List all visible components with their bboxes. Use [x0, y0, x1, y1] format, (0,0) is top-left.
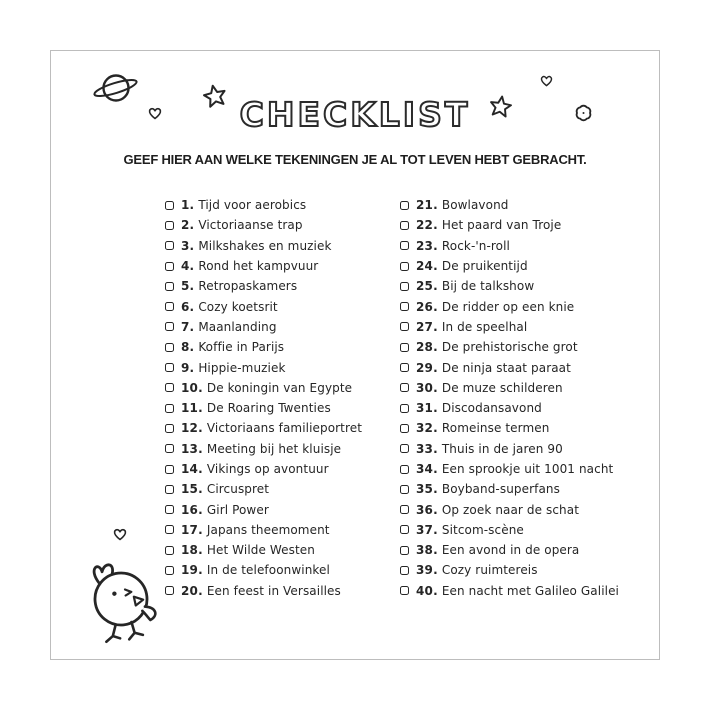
- checkbox[interactable]: [400, 485, 409, 494]
- checklist-item: [165, 215, 362, 235]
- item-label: Koffie in Parijs: [198, 340, 285, 355]
- checkbox[interactable]: [400, 424, 409, 433]
- checklist-page: [50, 50, 660, 660]
- item-number: 27.: [416, 319, 438, 334]
- checklist-item: [400, 337, 619, 357]
- item-label: Girl Power: [206, 502, 269, 517]
- item-number: 39.: [416, 563, 438, 578]
- item-number: 12.: [181, 421, 203, 436]
- checklist-item: [400, 479, 619, 499]
- checklist-item: [165, 276, 362, 296]
- checklist-item: [165, 540, 362, 560]
- item-label: Romeinse termen: [441, 421, 550, 436]
- item-label: Een sprookje uit 1001 nacht: [441, 462, 614, 476]
- checklist-item: [165, 560, 362, 580]
- item-label: De ninja staat paraat: [441, 360, 571, 375]
- checkbox[interactable]: [400, 444, 409, 453]
- item-label: In de telefoonwinkel: [206, 563, 330, 578]
- item-label: De ridder op een knie: [441, 299, 575, 314]
- item-label: Discodansavond: [441, 401, 542, 416]
- heart-icon: [113, 528, 127, 541]
- item-number: 24.: [416, 259, 438, 274]
- item-number: 35.: [416, 482, 438, 497]
- item-label: Rock-'n-roll: [441, 238, 510, 253]
- star-icon: [486, 93, 514, 121]
- checkbox[interactable]: [165, 363, 174, 372]
- checklist-item: [400, 560, 619, 580]
- item-number: 20.: [181, 583, 203, 598]
- item-label: Milkshakes en muziek: [198, 238, 332, 253]
- item-number: 38.: [416, 543, 438, 558]
- item-label: De muze schilderen: [441, 380, 563, 395]
- page-subtitle: GEEF HIER AAN WELKE TEKENINGEN JE AL TOT LEVEN HEBT GEBRACHT.: [123, 152, 587, 167]
- item-label: Hippie-muziek: [198, 360, 286, 375]
- bird-icon: [72, 549, 169, 650]
- checkbox[interactable]: [400, 363, 409, 372]
- checkbox[interactable]: [400, 546, 409, 555]
- item-number: 21.: [416, 198, 438, 213]
- item-number: 37.: [416, 522, 438, 537]
- checkbox[interactable]: [165, 241, 174, 250]
- item-number: 31.: [416, 401, 438, 416]
- item-label: Een avond in de opera: [441, 543, 580, 558]
- item-label: De pruikentijd: [441, 259, 528, 274]
- checkbox[interactable]: [165, 262, 174, 271]
- item-label: Op zoek naar de schat: [441, 502, 580, 517]
- item-number: 40.: [416, 583, 438, 598]
- item-label: Een feest in Versailles: [206, 583, 341, 598]
- checklist-item: [165, 195, 362, 215]
- checkbox[interactable]: [165, 302, 174, 311]
- item-label: Boyband-superfans: [441, 482, 560, 497]
- checklist-item: [400, 398, 619, 418]
- item-number: 6.: [181, 299, 195, 314]
- item-label: De prehistorische grot: [441, 340, 578, 355]
- checklist-item: [400, 418, 619, 438]
- checklist-item: [400, 540, 619, 560]
- checklist-item: [400, 256, 619, 276]
- checkbox[interactable]: [165, 444, 174, 453]
- item-number: 32.: [416, 421, 438, 436]
- checkbox[interactable]: [400, 343, 409, 352]
- item-label: Bowlavond: [441, 198, 509, 213]
- checklist-item: [165, 357, 362, 377]
- item-number: 10.: [181, 380, 203, 395]
- heart-icon: [540, 75, 553, 87]
- checklist-item: [400, 357, 619, 377]
- checklist-item: [165, 296, 362, 316]
- item-number: 19.: [181, 563, 203, 578]
- item-number: 4.: [181, 259, 195, 274]
- checklist-item: [400, 378, 619, 398]
- checkbox[interactable]: [165, 465, 174, 474]
- checklist-item: [400, 520, 619, 540]
- checklist-column-right: [400, 195, 619, 601]
- checklist-item: [400, 296, 619, 316]
- checklist-item: [400, 499, 619, 519]
- item-label: Retropaskamers: [198, 279, 298, 294]
- checkbox[interactable]: [165, 525, 174, 534]
- checkbox[interactable]: [165, 424, 174, 433]
- item-number: 15.: [181, 482, 203, 497]
- item-number: 36.: [416, 502, 438, 517]
- item-label: Meeting bij het kluisje: [206, 441, 342, 456]
- item-label: Tijd voor aerobics: [198, 198, 307, 213]
- checkbox[interactable]: [400, 241, 409, 250]
- item-label: Cozy ruimtereis: [441, 563, 538, 578]
- checklist-item: [400, 317, 619, 337]
- checklist-item: [165, 337, 362, 357]
- checkbox[interactable]: [165, 282, 174, 291]
- item-label: In de speelhal: [441, 319, 528, 334]
- checklist-item: [165, 236, 362, 256]
- item-label: Circuspret: [206, 482, 270, 497]
- item-number: 13.: [181, 441, 203, 456]
- item-number: 17.: [181, 522, 203, 537]
- item-number: 22.: [416, 218, 438, 233]
- item-label: Thuis in de jaren 90: [441, 441, 563, 456]
- checklist-item: [165, 398, 362, 418]
- item-label: Een nacht met Galileo Galilei: [441, 583, 619, 598]
- checkbox[interactable]: [400, 201, 409, 210]
- item-number: 23.: [416, 238, 438, 253]
- item-label: Japans theemoment: [206, 522, 330, 537]
- checkbox[interactable]: [400, 221, 409, 230]
- checklist-item: [165, 479, 362, 499]
- checklist-item: [400, 215, 619, 235]
- checklist-item: [165, 520, 362, 540]
- checklist-item: [165, 256, 362, 276]
- item-number: 5.: [181, 279, 195, 294]
- checkbox[interactable]: [165, 505, 174, 514]
- checklist-item: [400, 439, 619, 459]
- item-number: 28.: [416, 340, 438, 355]
- item-number: 1.: [181, 198, 195, 213]
- item-label: Maanlanding: [198, 319, 277, 334]
- item-number: 7.: [181, 319, 195, 334]
- checklist-item: [165, 439, 362, 459]
- checkbox[interactable]: [165, 221, 174, 230]
- item-label: Victoriaanse trap: [198, 218, 303, 233]
- checkbox[interactable]: [400, 383, 409, 392]
- item-number: 18.: [181, 543, 203, 558]
- checkbox[interactable]: [165, 383, 174, 392]
- item-label: Het Wilde Westen: [206, 543, 315, 558]
- item-number: 9.: [181, 360, 195, 375]
- checklist-item: [165, 418, 362, 438]
- checklist-item: [165, 317, 362, 337]
- item-number: 25.: [416, 279, 438, 294]
- checkbox[interactable]: [165, 586, 174, 595]
- checkbox[interactable]: [400, 302, 409, 311]
- checklist-item: [165, 581, 362, 601]
- checkbox[interactable]: [400, 566, 409, 575]
- checkbox[interactable]: [400, 322, 409, 331]
- checklist-item: [165, 459, 362, 479]
- item-label: Rond het kampvuur: [198, 259, 319, 274]
- checklist-item: [400, 276, 619, 296]
- checklist-item: [400, 236, 619, 256]
- checklist-item: [400, 459, 619, 479]
- item-label: Sitcom-scène: [441, 522, 524, 537]
- checkbox[interactable]: [165, 566, 174, 575]
- checklist-item: [400, 581, 619, 601]
- item-label: Het paard van Troje: [441, 218, 562, 233]
- checkbox[interactable]: [165, 343, 174, 352]
- checkbox[interactable]: [165, 322, 174, 331]
- item-number: 14.: [181, 462, 203, 476]
- checkbox[interactable]: [400, 586, 409, 595]
- item-number: 11.: [181, 401, 203, 416]
- checklist-column-left: [165, 195, 362, 601]
- checklist-item: [400, 195, 619, 215]
- checkbox[interactable]: [400, 505, 409, 514]
- flower-icon: [573, 103, 594, 123]
- item-number: 30.: [416, 380, 438, 395]
- item-label: De Roaring Twenties: [206, 401, 331, 416]
- item-label: Cozy koetsrit: [198, 299, 278, 314]
- item-label: Bij de talkshow: [441, 279, 535, 294]
- checkbox[interactable]: [400, 262, 409, 271]
- item-number: 33.: [416, 441, 438, 456]
- checkbox[interactable]: [400, 465, 409, 474]
- checkbox[interactable]: [165, 485, 174, 494]
- checklist-item: [165, 499, 362, 519]
- item-number: 3.: [181, 238, 195, 253]
- item-number: 16.: [181, 502, 203, 517]
- item-number: 26.: [416, 299, 438, 314]
- item-label: Vikings op avontuur: [206, 462, 329, 476]
- item-number: 2.: [181, 218, 195, 233]
- checkbox[interactable]: [165, 546, 174, 555]
- checkbox[interactable]: [165, 201, 174, 210]
- item-number: 29.: [416, 360, 438, 375]
- item-number: 34.: [416, 462, 438, 476]
- item-label: Victoriaans familieportret: [206, 421, 363, 436]
- checkbox[interactable]: [400, 282, 409, 291]
- checkbox[interactable]: [400, 404, 409, 413]
- checkbox[interactable]: [400, 525, 409, 534]
- page-title: CHECKLIST: [239, 95, 471, 134]
- checkbox[interactable]: [165, 404, 174, 413]
- item-label: De koningin van Egypte: [206, 380, 353, 395]
- item-number: 8.: [181, 340, 195, 355]
- checklist-item: [165, 378, 362, 398]
